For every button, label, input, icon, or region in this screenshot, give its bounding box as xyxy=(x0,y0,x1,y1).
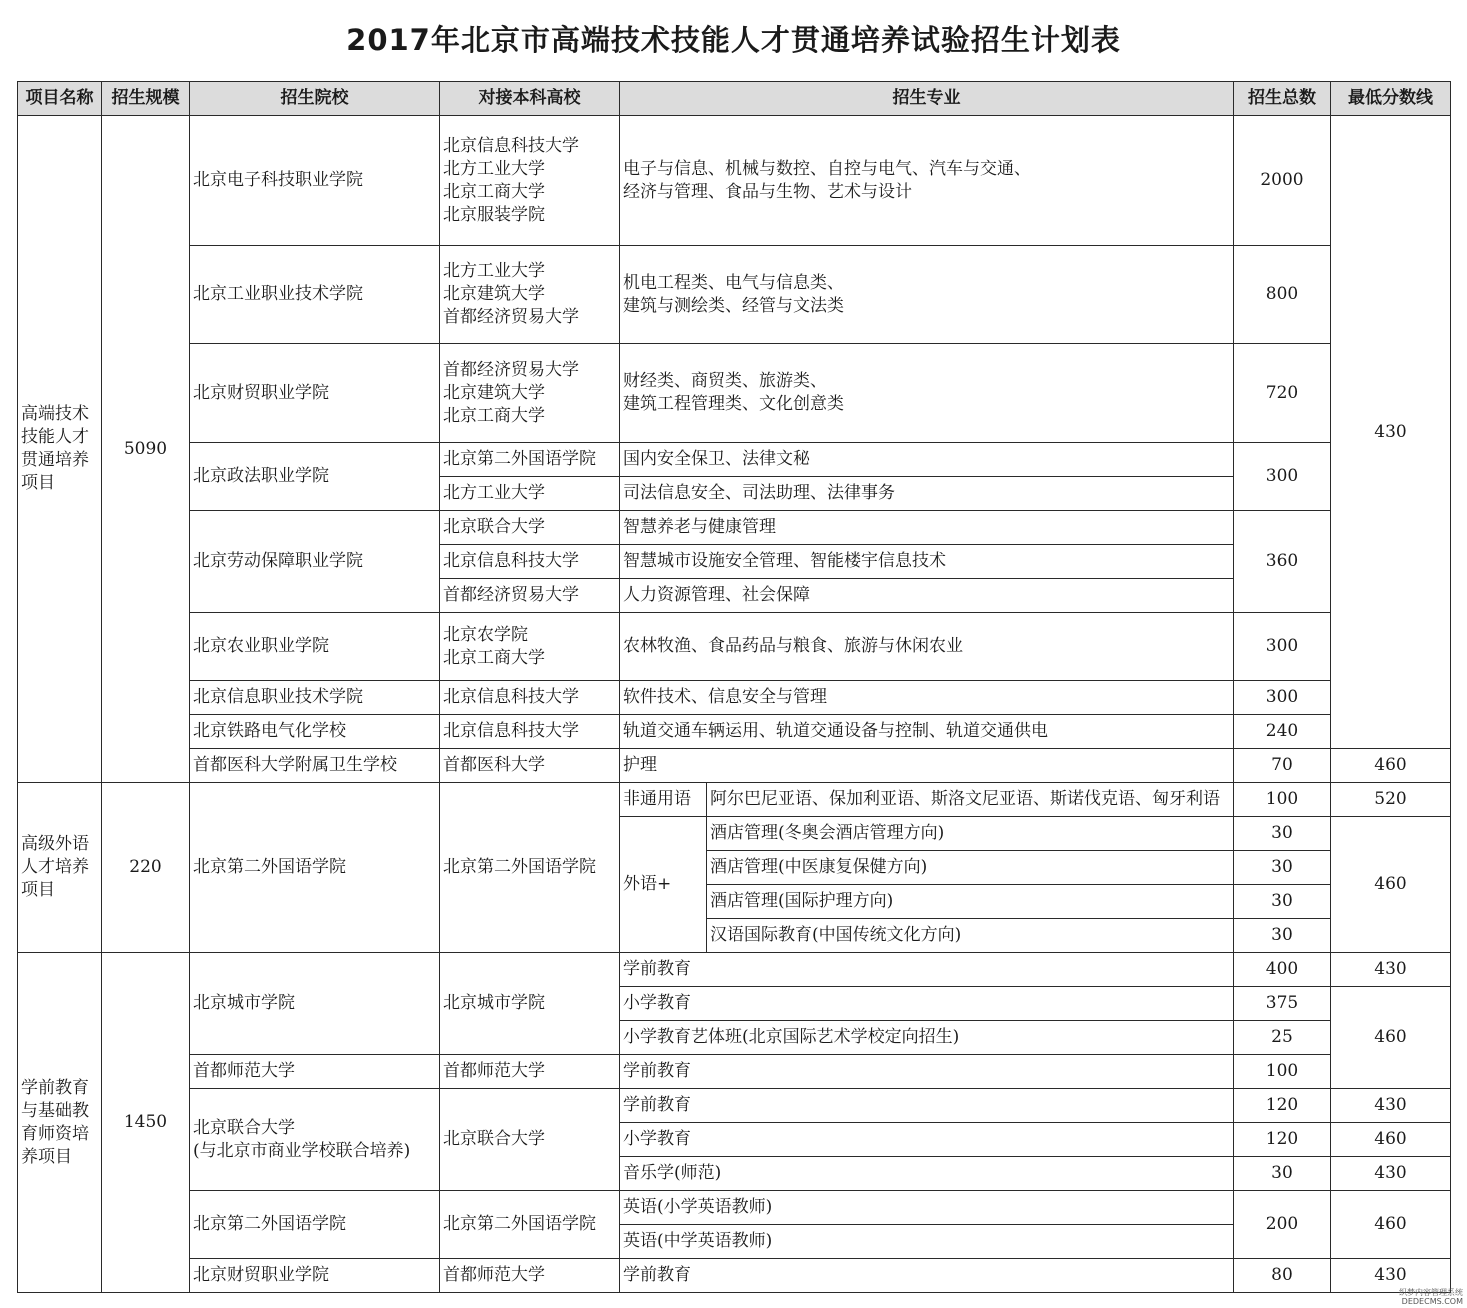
total-cell: 120 xyxy=(1234,1123,1331,1157)
table-row xyxy=(18,953,1451,987)
table-row xyxy=(18,1089,1451,1123)
partner-cell: 首都医科大学 xyxy=(440,749,620,783)
min-score-cell: 460 xyxy=(1331,1123,1451,1157)
min-score-cell: 460 xyxy=(1331,1191,1451,1259)
min-score-cell: 460 xyxy=(1331,817,1451,953)
partner-cell: 北京第二外国语学院 xyxy=(440,1191,620,1259)
total-cell: 30 xyxy=(1234,885,1331,919)
school-cell: 北京第二外国语学院 xyxy=(190,783,440,953)
total-cell: 720 xyxy=(1234,344,1331,443)
partner-cell: 北方工业大学 xyxy=(440,477,620,511)
header-project-name: 项目名称 xyxy=(18,82,102,116)
total-cell: 200 xyxy=(1234,1191,1331,1259)
header-major: 招生专业 xyxy=(620,82,1234,116)
header-row xyxy=(18,82,1451,116)
table-row xyxy=(18,681,1451,715)
major-cell: 财经类、商贸类、旅游类、 建筑工程管理类、文化创意类 xyxy=(620,344,1234,443)
table-row xyxy=(18,116,1451,246)
scale-cell: 1450 xyxy=(102,953,190,1293)
major-cell: 英语(小学英语教师) xyxy=(620,1191,1234,1225)
table-row xyxy=(18,1191,1451,1225)
header-min-score: 最低分数线 xyxy=(1331,82,1451,116)
major-cell: 智慧城市设施安全管理、智能楼宇信息技术 xyxy=(620,545,1234,579)
partner-cell: 北京联合大学 xyxy=(440,1089,620,1191)
major-cell: 阿尔巴尼亚语、保加利亚语、斯洛文尼亚语、斯诺伐克语、匈牙利语 xyxy=(707,783,1234,817)
scale-cell: 5090 xyxy=(102,116,190,783)
partner-cell: 北京第二外国语学院 xyxy=(440,783,620,953)
min-score-cell: 460 xyxy=(1331,749,1451,783)
partner-cell: 北京农学院 北京工商大学 xyxy=(440,613,620,681)
total-cell: 400 xyxy=(1234,953,1331,987)
partner-cell: 北京第二外国语学院 xyxy=(440,443,620,477)
major-cell: 电子与信息、机械与数控、自控与电气、汽车与交通、 经济与管理、食品与生物、艺术与设计 xyxy=(620,116,1234,246)
major-cell: 司法信息安全、司法助理、法律事务 xyxy=(620,477,1234,511)
watermark: 织梦内容管理系统 DEDECMS.COM xyxy=(1399,1288,1463,1306)
major-cell: 学前教育 xyxy=(620,953,1234,987)
major-cell: 小学教育 xyxy=(620,1123,1234,1157)
major-cell: 小学教育 xyxy=(620,987,1234,1021)
major-cell: 轨道交通车辆运用、轨道交通设备与控制、轨道交通供电 xyxy=(620,715,1234,749)
table-row xyxy=(18,511,1451,545)
major-category-cell: 非通用语 xyxy=(620,783,707,817)
major-cell: 酒店管理(国际护理方向) xyxy=(707,885,1234,919)
school-cell: 北京城市学院 xyxy=(190,953,440,1055)
table-row xyxy=(18,344,1451,443)
major-cell: 护理 xyxy=(620,749,1234,783)
enrollment-plan-table xyxy=(17,81,1451,1293)
total-cell: 25 xyxy=(1234,1021,1331,1055)
total-cell: 800 xyxy=(1234,246,1331,344)
total-cell: 240 xyxy=(1234,715,1331,749)
partner-cell: 首都师范大学 xyxy=(440,1055,620,1089)
major-cell: 国内安全保卫、法律文秘 xyxy=(620,443,1234,477)
major-cell: 汉语国际教育(中国传统文化方向) xyxy=(707,919,1234,953)
total-cell: 120 xyxy=(1234,1089,1331,1123)
scale-cell: 220 xyxy=(102,783,190,953)
partner-cell: 北京信息科技大学 xyxy=(440,681,620,715)
partner-cell: 首都师范大学 xyxy=(440,1259,620,1293)
min-score-cell: 520 xyxy=(1331,783,1451,817)
school-cell: 首都医科大学附属卫生学校 xyxy=(190,749,440,783)
total-cell: 300 xyxy=(1234,613,1331,681)
table-row xyxy=(18,246,1451,344)
total-cell: 80 xyxy=(1234,1259,1331,1293)
page-title: 2017年北京市高端技术技能人才贯通培养试验招生计划表 xyxy=(346,23,1121,57)
total-cell: 30 xyxy=(1234,1157,1331,1191)
school-cell: 北京财贸职业学院 xyxy=(190,344,440,443)
min-score-cell: 430 xyxy=(1331,1089,1451,1123)
major-cell: 机电工程类、电气与信息类、 建筑与测绘类、经管与文法类 xyxy=(620,246,1234,344)
school-cell: 北京铁路电气化学校 xyxy=(190,715,440,749)
partner-cell: 北京信息科技大学 xyxy=(440,545,620,579)
total-cell: 375 xyxy=(1234,987,1331,1021)
project-name-cell: 高端技术 技能人才 贯通培养 项目 xyxy=(18,116,102,783)
total-cell: 30 xyxy=(1234,817,1331,851)
school-cell: 北京电子科技职业学院 xyxy=(190,116,440,246)
school-cell: 北京农业职业学院 xyxy=(190,613,440,681)
school-cell: 北京政法职业学院 xyxy=(190,443,440,511)
partner-cell: 首都经济贸易大学 北京建筑大学 北京工商大学 xyxy=(440,344,620,443)
total-cell: 30 xyxy=(1234,919,1331,953)
total-cell: 360 xyxy=(1234,511,1331,613)
major-cell: 学前教育 xyxy=(620,1089,1234,1123)
min-score-cell: 460 xyxy=(1331,987,1451,1089)
major-cell: 智慧养老与健康管理 xyxy=(620,511,1234,545)
header-school: 招生院校 xyxy=(190,82,440,116)
major-cell: 人力资源管理、社会保障 xyxy=(620,579,1234,613)
partner-cell: 北京信息科技大学 xyxy=(440,715,620,749)
partner-cell: 北京联合大学 xyxy=(440,511,620,545)
partner-cell: 首都经济贸易大学 xyxy=(440,579,620,613)
table-row xyxy=(18,613,1451,681)
major-cell: 音乐学(师范) xyxy=(620,1157,1234,1191)
total-cell: 100 xyxy=(1234,1055,1331,1089)
partner-cell: 北京城市学院 xyxy=(440,953,620,1055)
table-row xyxy=(18,1259,1451,1293)
total-cell: 70 xyxy=(1234,749,1331,783)
min-score-cell: 430 xyxy=(1331,116,1451,749)
partner-cell: 北京信息科技大学 北方工业大学 北京工商大学 北京服装学院 xyxy=(440,116,620,246)
project-name-cell: 学前教育 与基础教 育师资培 养项目 xyxy=(18,953,102,1293)
total-cell: 100 xyxy=(1234,783,1331,817)
school-cell: 北京财贸职业学院 xyxy=(190,1259,440,1293)
major-cell: 学前教育 xyxy=(620,1259,1234,1293)
major-cell: 英语(中学英语教师) xyxy=(620,1225,1234,1259)
total-cell: 2000 xyxy=(1234,116,1331,246)
header-partner-university: 对接本科高校 xyxy=(440,82,620,116)
major-cell: 酒店管理(冬奥会酒店管理方向) xyxy=(707,817,1234,851)
major-cell: 农林牧渔、食品药品与粮食、旅游与休闲农业 xyxy=(620,613,1234,681)
header-total: 招生总数 xyxy=(1234,82,1331,116)
min-score-cell: 430 xyxy=(1331,953,1451,987)
school-cell: 北京劳动保障职业学院 xyxy=(190,511,440,613)
major-category-cell: 外语+ xyxy=(620,817,707,953)
school-cell: 北京联合大学 (与北京市商业学校联合培养) xyxy=(190,1089,440,1191)
major-cell: 学前教育 xyxy=(620,1055,1234,1089)
table-row xyxy=(18,749,1451,783)
major-cell: 小学教育艺体班(北京国际艺术学校定向招生) xyxy=(620,1021,1234,1055)
school-cell: 北京工业职业技术学院 xyxy=(190,246,440,344)
school-cell: 北京第二外国语学院 xyxy=(190,1191,440,1259)
school-cell: 北京信息职业技术学院 xyxy=(190,681,440,715)
total-cell: 30 xyxy=(1234,851,1331,885)
table-row xyxy=(18,443,1451,477)
table-row xyxy=(18,783,1451,817)
total-cell: 300 xyxy=(1234,443,1331,511)
table-row xyxy=(18,715,1451,749)
total-cell: 300 xyxy=(1234,681,1331,715)
min-score-cell: 430 xyxy=(1331,1157,1451,1191)
major-cell: 酒店管理(中医康复保健方向) xyxy=(707,851,1234,885)
table-row xyxy=(18,1055,1451,1089)
partner-cell: 北方工业大学 北京建筑大学 首都经济贸易大学 xyxy=(440,246,620,344)
project-name-cell: 高级外语 人才培养 项目 xyxy=(18,783,102,953)
school-cell: 首都师范大学 xyxy=(190,1055,440,1089)
header-scale: 招生规模 xyxy=(102,82,190,116)
min-score-cell: 430 xyxy=(1331,1259,1451,1293)
major-cell: 软件技术、信息安全与管理 xyxy=(620,681,1234,715)
